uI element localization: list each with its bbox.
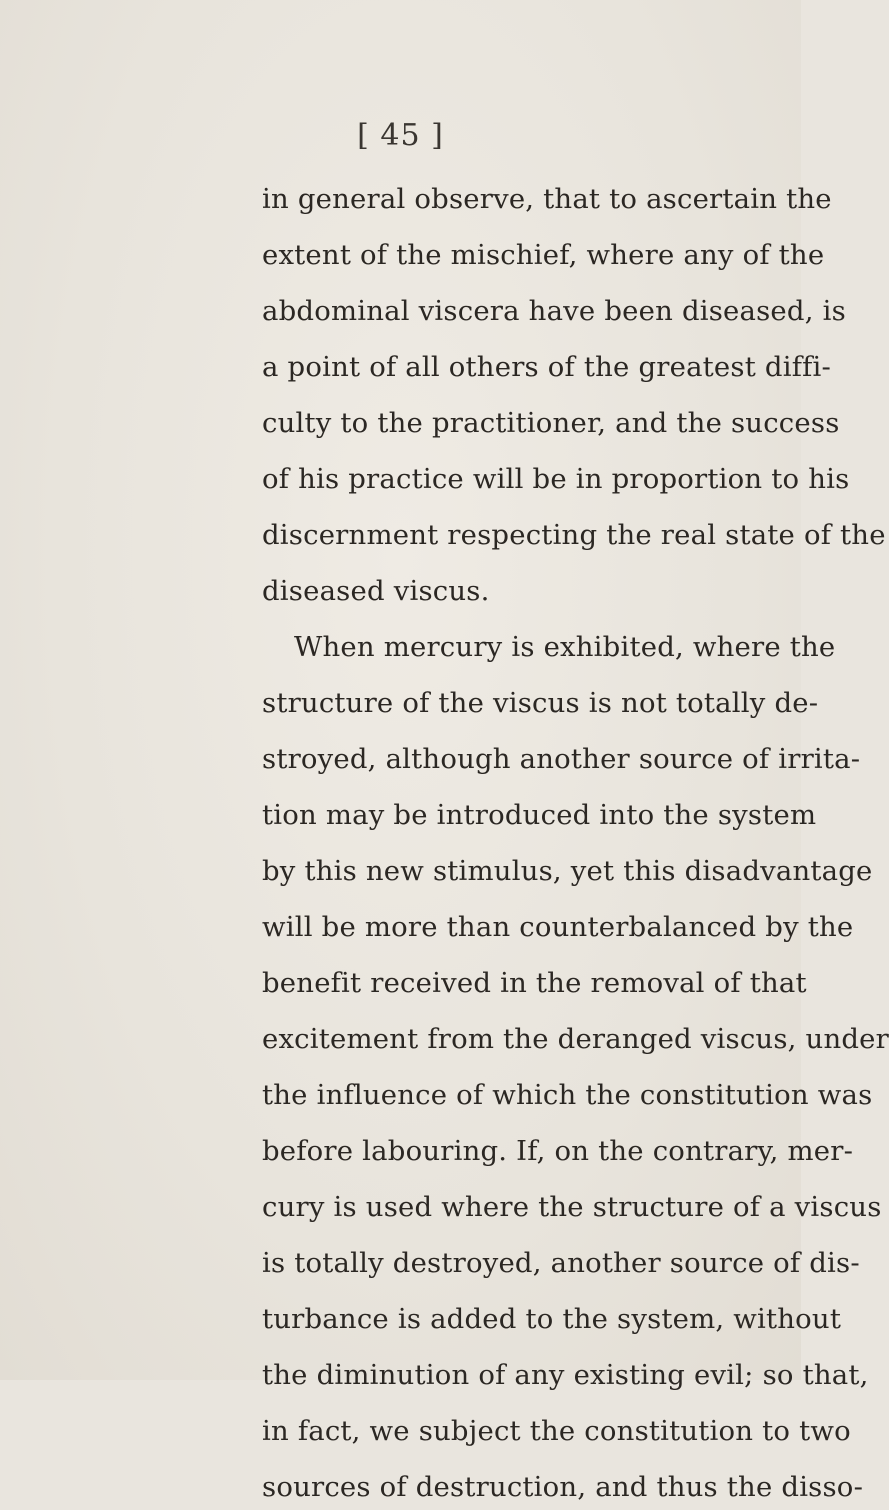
text-line: sources of destruction, and thus the disso-: [262, 1471, 864, 1503]
text-line: culty to the practitioner, and the success: [262, 407, 840, 439]
text-line: will be more than counterbalanced by the: [262, 911, 854, 943]
page-number: [ 45 ]: [357, 118, 444, 153]
text-line: the influence of which the constitution was: [262, 1079, 873, 1111]
text-line: in general observe, that to ascertain the: [262, 183, 832, 215]
text-line: diseased viscus.: [262, 575, 490, 607]
text-line: in fact, we subject the constitution to two: [262, 1415, 851, 1447]
text-line: is totally destroyed, another source of dis-: [262, 1247, 860, 1279]
text-line: a point of all others of the greatest diffi-: [262, 351, 831, 383]
text-line: of his practice will be in proportion to his: [262, 463, 850, 495]
text-line: tion may be introduced into the system: [262, 799, 817, 831]
text-line: structure of the viscus is not totally de-: [262, 687, 819, 719]
text-line: before labouring. If, on the contrary, mer-: [262, 1135, 854, 1167]
text-line: When mercury is exhibited, where the: [294, 631, 836, 663]
text-line: discernment respecting the real state of the: [262, 519, 886, 551]
text-line: cury is used where the structure of a viscus: [262, 1191, 882, 1223]
text-line: the diminution of any existing evil; so that,: [262, 1359, 869, 1391]
text-line: benefit received in the removal of that: [262, 967, 807, 999]
text-line: by this new stimulus, yet this disadvantage: [262, 855, 873, 887]
text-line: turbance is added to the system, without: [262, 1303, 842, 1335]
text-line: abdominal viscera have been diseased, is: [262, 295, 846, 327]
text-line: excitement from the deranged viscus, under: [262, 1023, 889, 1055]
text-line: extent of the mischief, where any of the: [262, 239, 825, 271]
text-line: stroyed, although another source of irrita-: [262, 743, 861, 775]
